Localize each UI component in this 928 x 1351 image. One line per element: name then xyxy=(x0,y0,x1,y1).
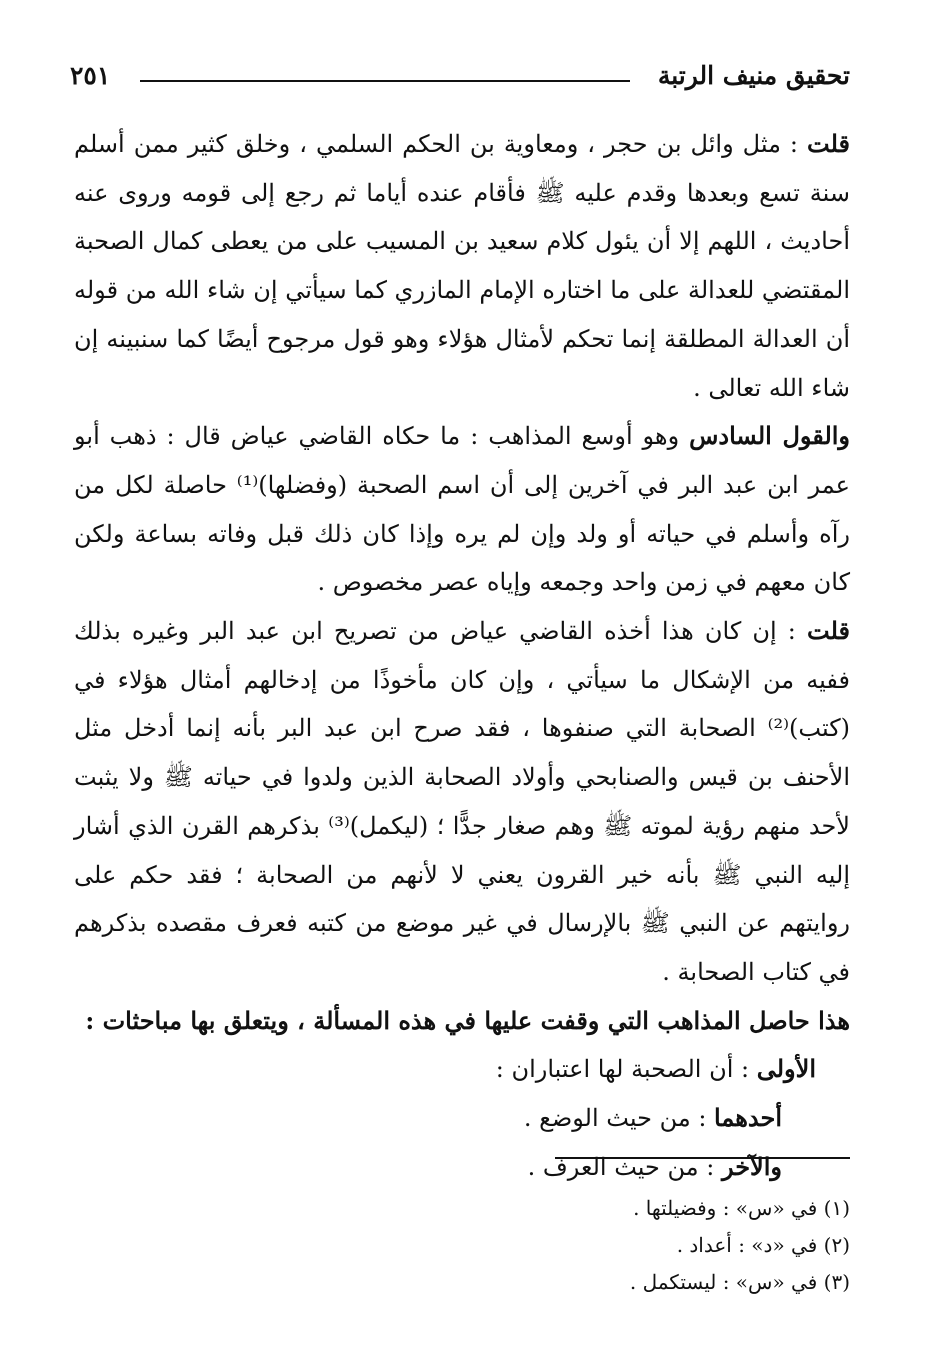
main-text xyxy=(74,120,850,1191)
paragraph-text: وهو أوسع المذاهب : ما حكاه القاضي عياض قال : ذهب أبو عمر ابن عبد البر في آخرين إلى أن اسم الصحبة (وفضلها)⁽¹⁾ حاصلة لكل من رآه وأسلم في حياته أو ولد وإن لم يره وإذا كان ذلك قبل وفاته بساعة ولكن كان معهم في زمن واحد وجمعه وإياه عصر مخصوص . xyxy=(74,422,850,597)
paragraph-3 xyxy=(74,607,850,997)
page-header xyxy=(70,58,850,94)
footnote-3: (٣) في «س» : ليستكمل . xyxy=(629,1270,850,1294)
paragraph-text: : إن كان هذا أخذه القاضي عياض من تصريح ابن عبد البر وغيره بذلك ففيه من الإشكال ما سيأتي ، وإن كان مأخوذًا من إدخالهم أمثال هؤلاء في (كتب)⁽²⁾ الصحابة التي صنفوها ، فقد صرح ابن عبد البر بأنه إنما أدخل مثل الأحنف بن قيس والصنابحي وأولاد الصحابة الذين ولدوا في حياته ﷺ ولا يثبت لأحد منهم رؤية لموته ﷺ وهم صغار جدًّا ؛ (ليكمل)⁽³⁾ بذكرهم القرن الذي أشار إليه النبي ﷺ بأنه خير القرون يعني لا لأنهم من الصحابة ؛ فقد حكم على روايتهم عن النبي ﷺ بالإرسال في غير موضع من كتبه فعرف مقصده بذكرهم في كتاب الصحابة . xyxy=(74,617,850,986)
header-rule xyxy=(140,80,630,82)
paragraph-lead: أحدهما xyxy=(714,1103,782,1133)
paragraph-1 xyxy=(74,120,850,412)
paragraph-7 xyxy=(74,1143,850,1192)
paragraph-lead: والآخر xyxy=(721,1151,782,1181)
running-title: تحقيق منيف الرتبة xyxy=(657,61,850,90)
paragraph-5 xyxy=(74,1045,850,1094)
paragraph-text: : من حيث الوضع . xyxy=(523,1104,707,1133)
page-number: ٢٥١ xyxy=(70,61,111,90)
paragraph-lead: قلت xyxy=(807,616,850,646)
footnotes xyxy=(74,1190,850,1301)
paragraph-text: : مثل وائل بن حجر ، ومعاوية بن الحكم السلمي ، وخلق كثير ممن أسلم سنة تسع وبعدها وقدم عليه ﷺ فأقام عنده أياما ثم رجع إلى قومه وروى عنه أحاديث ، اللهم إلا أن يئول كلام سعيد بن المسيب على من يعطى كمال الصحبة المقتضي للعدالة على ما اختاره الإمام المازري كما سيأتي إن شاء الله من قوله أن العدالة المطلقة إنما تحكم لأمثال هؤلاء وهو قول مرجوح أيضًا كما سنبينه إن شاء الله تعالى . xyxy=(74,130,850,402)
paragraph-lead: هذا حاصل المذاهب التي وقفت عليها في هذه المسألة ، ويتعلق بها مباحثات : xyxy=(85,1005,850,1035)
paragraph-lead: قلت xyxy=(807,129,850,158)
paragraph-4 xyxy=(74,997,850,1046)
footnote-1: (١) في «س» : وفضيلتها . xyxy=(633,1196,850,1220)
paragraph-6 xyxy=(74,1094,850,1143)
paragraph-text: : من حيث العرف . xyxy=(527,1152,715,1181)
paragraph-2 xyxy=(74,412,850,607)
footnote-2: (٢) في «د» : أعداد . xyxy=(676,1233,850,1257)
paragraph-lead: والقول السادس xyxy=(689,421,851,451)
footnote-separator xyxy=(555,1157,850,1159)
paragraph-text: : أن الصحبة لها اعتباران : xyxy=(495,1055,750,1084)
paragraph-lead: الأولى xyxy=(756,1054,816,1084)
